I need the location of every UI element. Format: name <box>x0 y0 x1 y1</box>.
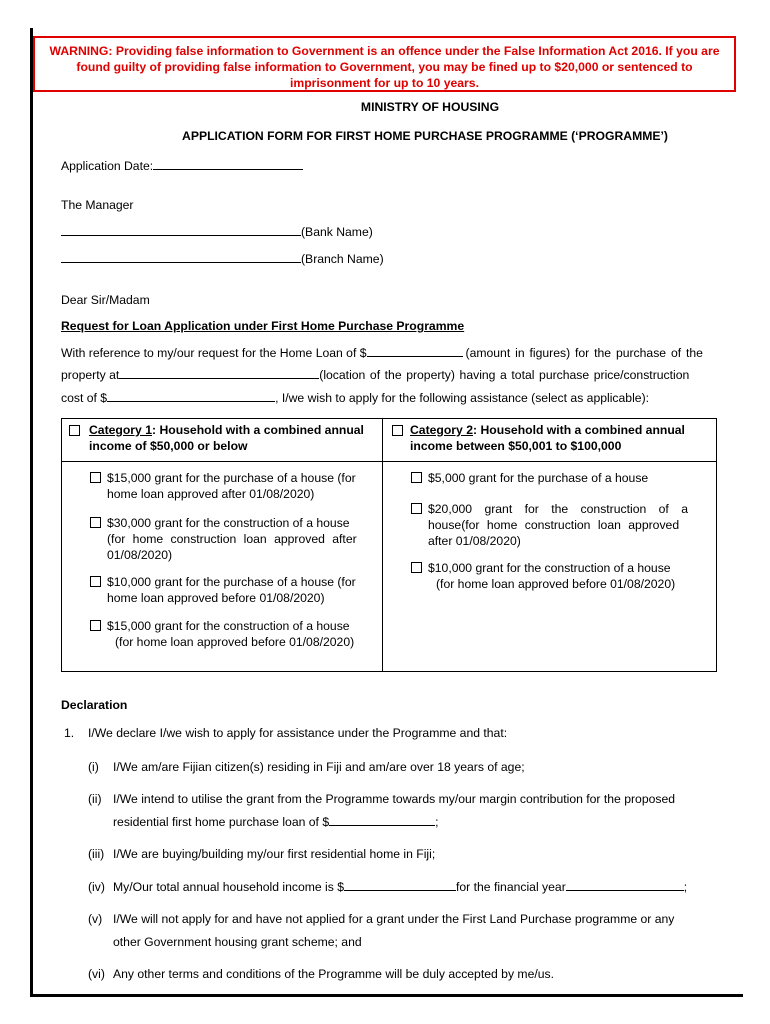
request-text: property at <box>61 368 120 382</box>
category-1-income: income of $50,000 or below <box>89 439 248 453</box>
category-2-label-rest: : Household with a combined annual <box>473 423 685 437</box>
cat2-option-3-checkbox[interactable] <box>411 562 422 573</box>
ministry-heading: MINISTRY OF HOUSING <box>360 100 500 114</box>
form-title: APPLICATION FORM FOR FIRST HOME PURCHASE PROGRAMME (‘PROGRAMME’) <box>182 129 668 143</box>
category-2-checkbox[interactable] <box>392 423 409 439</box>
declaration-text: ; <box>435 815 439 829</box>
declaration-sub-vi-number: (vi) <box>88 967 105 981</box>
option-text: (for home loan approved before 01/08/2020) <box>115 635 355 649</box>
property-location-field[interactable] <box>119 367 319 379</box>
category-2-options <box>383 462 717 672</box>
option-text: $10,000 grant for the construction of a house <box>428 561 671 575</box>
purchase-price-field[interactable] <box>107 390 275 402</box>
category-2-label: Category 2 <box>410 423 473 437</box>
declaration-sub-iv-number: (iv) <box>88 880 105 894</box>
false-information-warning: WARNING: Providing false information to Government is an offence under the False Information Act 2016. If you are found guilty of providing false information to Government, you may be fined up to $20,000 or sentenced to imprisonment for up to 10 years. <box>33 36 736 92</box>
option-text: after 01/08/2020) <box>428 534 521 548</box>
assistance-options-table <box>61 418 717 672</box>
cat1-option-2-checkbox[interactable] <box>90 517 101 528</box>
salutation: Dear Sir/Madam <box>61 293 150 307</box>
declaration-sub-iii-text: I/We are buying/building my/our first residential home in Fiji; <box>113 847 436 861</box>
cat1-option-3-checkbox[interactable] <box>90 576 101 587</box>
option-text: $10,000 grant for the purchase of a house (for <box>107 575 356 589</box>
request-text: , I/we wish to apply for the following assistance (select as applicable): <box>275 391 650 405</box>
cat1-option-4[interactable] <box>90 618 378 650</box>
declaration-sub-ii-line2 <box>113 814 439 830</box>
option-text: $20,000 grant for the construction of a <box>428 502 688 516</box>
loan-amount-field[interactable] <box>367 345 463 357</box>
branch-name-row <box>61 251 384 267</box>
category-1-checkbox[interactable] <box>69 423 86 439</box>
declaration-heading: Declaration <box>61 698 128 712</box>
bank-name-row <box>61 224 373 240</box>
application-date-row <box>61 158 303 174</box>
cat1-option-2[interactable] <box>90 515 378 563</box>
cat2-option-2[interactable] <box>411 501 711 549</box>
first-home-loan-amount-field[interactable] <box>329 814 435 826</box>
request-text: With reference to my/our request for the Home Loan of $ <box>61 346 367 360</box>
branch-name-label: (Branch Name) <box>301 252 384 266</box>
category-1-label: Category 1 <box>89 423 152 437</box>
option-text: $5,000 grant for the purchase of a house <box>428 471 649 485</box>
subject-line: Request for Loan Application under First Home Purchase Programme <box>61 319 465 333</box>
request-line-1 <box>61 345 718 361</box>
category-2-header <box>383 419 717 462</box>
declaration-sub-iv-text <box>113 879 687 895</box>
cat2-option-3[interactable] <box>411 560 711 592</box>
declaration-sub-i-text: I/We am/are Fijian citizen(s) residing in Fiji and am/are over 18 years of age; <box>113 760 525 774</box>
option-text: $15,000 grant for the purchase of a house (for <box>107 471 356 485</box>
cat2-option-1[interactable] <box>411 470 711 486</box>
cat2-option-1-checkbox[interactable] <box>411 472 422 483</box>
declaration-item-1-number: 1. <box>64 726 75 740</box>
request-text: (amount in figures) for the purchase of the <box>465 346 703 360</box>
declaration-sub-v-text: I/We will not apply for and have not applied for a grant under the First Land Purchase programme or any <box>113 912 675 926</box>
option-text: $15,000 grant for the construction of a house <box>107 619 350 633</box>
cat1-option-1-checkbox[interactable] <box>90 472 101 483</box>
category-1-label-rest: : Household with a combined annual <box>152 423 364 437</box>
option-text: home loan approved before 01/08/2020) <box>107 591 325 605</box>
application-date-label: Application Date: <box>61 159 154 173</box>
household-income-field[interactable] <box>344 879 456 891</box>
category-1-header <box>62 419 383 462</box>
request-text: cost of $ <box>61 391 108 405</box>
the-manager: The Manager <box>61 198 134 212</box>
option-text: (for home loan approved before 01/08/2020) <box>436 577 676 591</box>
declaration-sub-v-line2: other Government housing grant scheme; and <box>113 935 362 949</box>
option-text: home loan approved after 01/08/2020) <box>107 487 315 501</box>
request-line-3 <box>61 390 718 406</box>
declaration-sub-ii-number: (ii) <box>88 792 102 806</box>
category-2-income: income between $50,001 to $100,000 <box>410 439 622 453</box>
bank-name-field[interactable] <box>61 224 301 236</box>
option-text: house(for home construction loan approved <box>428 518 680 532</box>
option-text: (for home construction loan approved after <box>107 532 357 546</box>
declaration-sub-ii-text: I/We intend to utilise the grant from the Programme towards my/our margin contribution for the proposed <box>113 792 676 806</box>
option-text: $30,000 grant for the construction of a house <box>107 516 350 530</box>
declaration-text: ; <box>683 880 688 894</box>
cat2-option-2-checkbox[interactable] <box>411 503 422 514</box>
cat1-option-4-checkbox[interactable] <box>90 620 101 631</box>
declaration-text: My/Our total annual household income is $ <box>113 880 345 894</box>
declaration-sub-iii-number: (iii) <box>88 847 105 861</box>
request-line-2 <box>61 367 718 383</box>
request-text: (location of the property) having a total purchase price/construction <box>319 368 690 382</box>
declaration-sub-i-number: (i) <box>88 760 99 774</box>
option-text: 01/08/2020) <box>107 548 173 562</box>
declaration-text: for the financial year <box>456 880 566 894</box>
declaration-sub-v-number: (v) <box>88 912 103 926</box>
declaration-item-1-text: I/We declare I/we wish to apply for assistance under the Programme and that: <box>88 726 508 740</box>
bank-name-label: (Bank Name) <box>301 225 373 239</box>
application-date-field[interactable] <box>153 158 303 170</box>
declaration-sub-vi-text: Any other terms and conditions of the Programme will be duly accepted by me/us. <box>113 967 554 981</box>
category-1-options <box>62 462 383 672</box>
cat1-option-3[interactable] <box>90 574 378 606</box>
financial-year-field[interactable] <box>566 879 684 891</box>
cat1-option-1[interactable] <box>90 470 378 502</box>
branch-name-field[interactable] <box>61 251 301 263</box>
declaration-text: residential first home purchase loan of $ <box>113 815 330 829</box>
